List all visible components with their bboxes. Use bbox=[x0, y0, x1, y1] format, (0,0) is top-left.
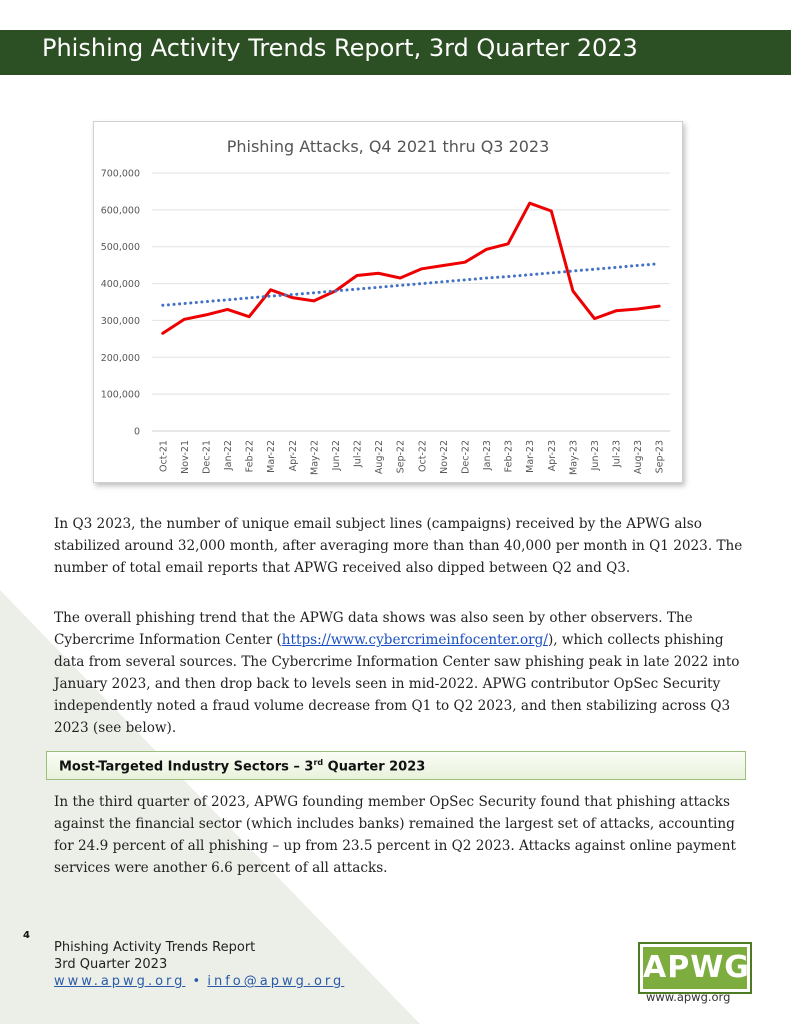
x-tick-label: Apr-23 bbox=[546, 440, 558, 472]
x-tick-label: Mar-22 bbox=[266, 440, 278, 473]
paragraph-trend-part2: ), which collects phishing data from several sources. The Cybercrime Information Center saw phishing peak in late 2022 into January 2023, and then drop back to levels seen in mid-2022. APWG contributor OpSec Security independently noted a fraud volume decrease from Q1 to Q2 2023, and then stabilizing across Q3 2023 (see below). bbox=[54, 632, 740, 736]
report-header-banner bbox=[0, 30, 791, 75]
chart-container bbox=[93, 121, 683, 483]
paragraph-trend-part1: The overall phishing trend that the APWG data shows was also seen by other observers. The Cybercrime Information Center ( bbox=[54, 610, 693, 648]
apwg-logo-text: APWG bbox=[643, 950, 750, 985]
page-number: 4 bbox=[23, 930, 30, 941]
x-tick-label: May-22 bbox=[309, 440, 321, 475]
x-tick-label: Jan-22 bbox=[223, 440, 235, 471]
x-tick-label: Dec-21 bbox=[201, 440, 213, 474]
y-tick-label: 300,000 bbox=[100, 315, 140, 327]
x-tick-label: Apr-22 bbox=[287, 440, 299, 472]
y-tick-label: 600,000 bbox=[100, 205, 140, 217]
footer-links bbox=[54, 973, 344, 990]
x-tick-label: Sep-22 bbox=[395, 440, 407, 474]
x-tick-label: Feb-23 bbox=[503, 440, 515, 473]
x-tick-label: Jun-22 bbox=[330, 440, 342, 471]
footer bbox=[54, 939, 344, 990]
footer-quarter: 3rd Quarter 2023 bbox=[54, 957, 168, 972]
x-tick-label: Nov-21 bbox=[179, 440, 191, 474]
x-tick-label: Jan-23 bbox=[482, 440, 494, 471]
phishing-attacks-chart bbox=[94, 122, 682, 482]
x-tick-label: Aug-23 bbox=[633, 440, 645, 475]
paragraph-trend bbox=[54, 607, 744, 739]
trend-series-line bbox=[163, 264, 659, 306]
footer-report-name: Phishing Activity Trends Report bbox=[54, 940, 256, 955]
x-tick-label: Mar-23 bbox=[525, 440, 537, 473]
email-link[interactable]: info@apwg.org bbox=[207, 974, 345, 989]
y-tick-label: 100,000 bbox=[100, 389, 140, 401]
x-tick-label: Jul-22 bbox=[352, 440, 364, 467]
link-separator: • bbox=[192, 974, 201, 989]
apwg-logo bbox=[640, 944, 750, 992]
attacks-series-line bbox=[163, 203, 659, 333]
y-tick-label: 400,000 bbox=[100, 279, 140, 291]
paragraph-sectors: In the third quarter of 2023, APWG founding member OpSec Security found that phishing attacks against the financial sector (which includes banks) remained the largest set of attacks, accounting for 24.9 percent of all phishing – up from 23.5 percent in Q2 2023. Attacks against online payment services were another 6.6 percent of all attacks. bbox=[54, 794, 736, 876]
website-link[interactable]: www.apwg.org bbox=[54, 974, 186, 989]
cybercrime-info-center-link[interactable]: https://www.cybercrimeinfocenter.org/ bbox=[281, 632, 548, 648]
x-tick-label: Sep-23 bbox=[654, 440, 666, 474]
x-tick-label: Nov-22 bbox=[438, 440, 450, 474]
y-tick-label: 200,000 bbox=[100, 352, 140, 364]
report-title: Phishing Activity Trends Report, 3rd Quarter 2023 bbox=[42, 34, 638, 62]
x-tick-label: May-23 bbox=[568, 440, 580, 475]
x-tick-label: Feb-22 bbox=[244, 440, 256, 473]
y-tick-label: 700,000 bbox=[100, 168, 140, 180]
x-tick-label: Oct-22 bbox=[417, 440, 429, 472]
x-tick-label: Jun-23 bbox=[589, 440, 601, 471]
chart-title: Phishing Attacks, Q4 2021 thru Q3 2023 bbox=[226, 137, 550, 156]
paragraph-campaigns: In Q3 2023, the number of unique email subject lines (campaigns) received by the APWG also stabilized around 32,000 month, after averaging more than than 40,000 per month in Q1 2023. The number of total email reports that APWG received also dipped between Q2 and Q3. bbox=[54, 516, 743, 576]
logo-website: www.apwg.org bbox=[646, 990, 731, 1004]
x-tick-label: Jul-23 bbox=[611, 440, 623, 467]
y-tick-label: 500,000 bbox=[100, 242, 140, 254]
section-header bbox=[46, 751, 746, 780]
y-tick-label: 0 bbox=[133, 426, 140, 438]
section-title: Most-Targeted Industry Sectors – 3rd Quarter 2023 bbox=[59, 758, 426, 775]
x-tick-label: Aug-22 bbox=[374, 440, 386, 475]
x-tick-label: Oct-21 bbox=[158, 440, 170, 472]
x-tick-label: Dec-22 bbox=[460, 440, 472, 474]
